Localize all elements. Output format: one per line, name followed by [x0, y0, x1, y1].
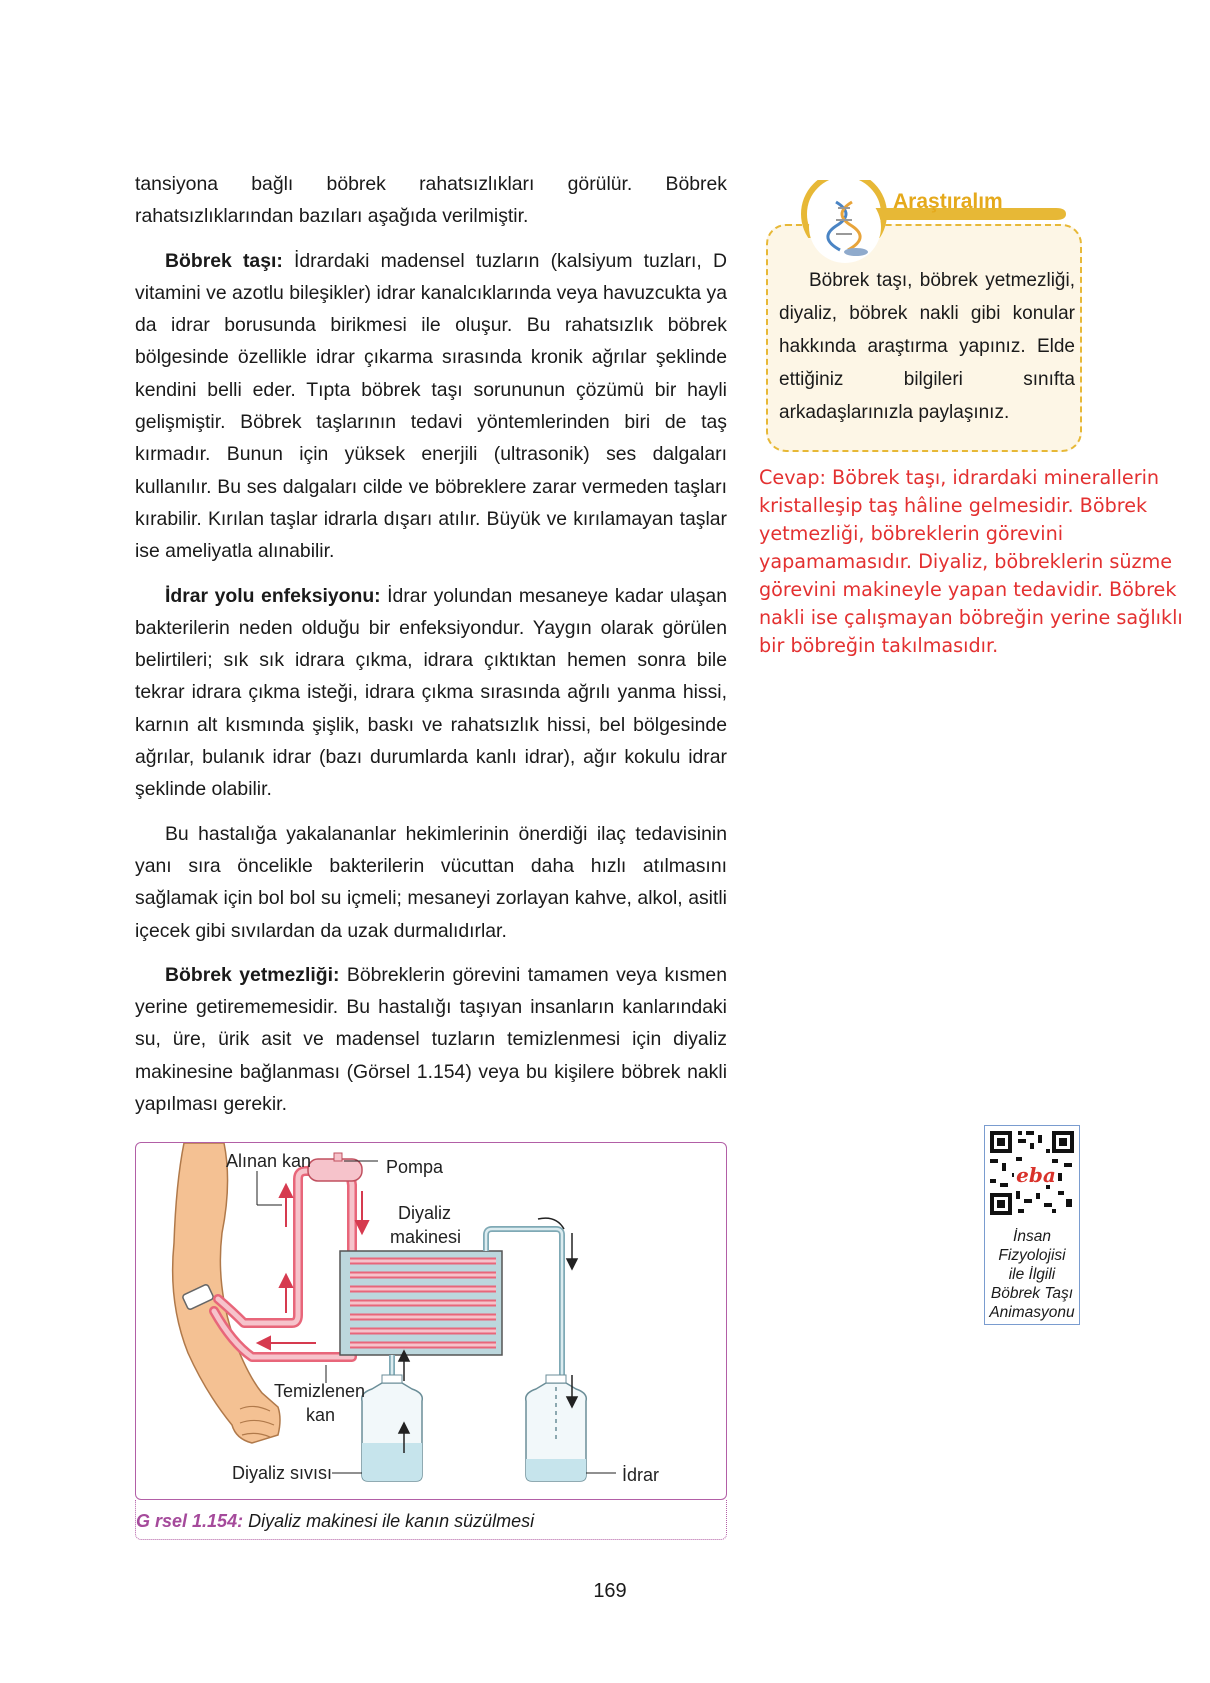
- qr-caption: İnsan Fizyolojisi ile İlgili Böbrek Taşı Animasyonu: [989, 1228, 1075, 1321]
- eba-badge: eba: [1016, 1163, 1056, 1187]
- figure-caption: [136, 1511, 534, 1532]
- label-machine-line2: makinesi: [390, 1227, 462, 1247]
- research-title: Araştıralım: [893, 190, 1003, 213]
- label-urine: İdrar: [622, 1465, 660, 1485]
- uti-text: İdrar yolundan mesaneye kadar ulaşan bakterilerin neden olduğu bir enfeksiyondur. Yaygın olarak görülen belirtileri; sık sık idrara çıkma, idrara çıktıktan hemen sonra bile tekrar idrara çıkma isteği, idrara çıkma sırasında ağrılı yanma hissi, karnın alt kısmında şişlik, baskı ve rahatsızlık hissi, bel bölgesinde ağrılar, bulanık idrar (bazı durumlarda kanlı idrar), ağır kokulu idrar şeklinde olabilir.: [135, 584, 727, 801]
- uti-title: İdrar yolu enfeksiyonu:: [165, 584, 381, 607]
- uti-paragraph: [135, 580, 727, 806]
- research-text: Böbrek taşı, böbrek yetmezliği, diyaliz, böbrek nakli gibi konular hakkında araştırma yapınız. Elde ettiğiniz bilgileri sınıfta arkadaşlarınızla paylaşınız.: [779, 270, 1075, 423]
- intro-paragraph: [135, 168, 727, 233]
- kidney-failure-text: Böbreklerin görevini tamamen veya kısmen yerine getirememesidir. Bu hastalığı taşıyan insanların kanlarındaki su, üre, ürik asit ve madensel tuzların temizlenmesi için diyaliz makinesine bağlanması (Görsel 1.154) veya bu kişilere böbrek nakli yapılması gerekir.: [135, 963, 727, 1116]
- pump-drawing: [308, 1159, 362, 1181]
- dna-icon: [806, 188, 884, 266]
- kidney-stone-title: Böbrek taşı:: [165, 249, 283, 272]
- label-machine-line1: Diyaliz: [398, 1203, 452, 1223]
- page-number: 169: [593, 1580, 627, 1602]
- kidney-failure-title: Böbrek yetmezliği:: [165, 963, 340, 986]
- label-cleaned-line2: kan: [306, 1405, 336, 1425]
- label-dialysis-fluid: Diyaliz sıvısı: [232, 1463, 333, 1483]
- dialysis-diagram: [136, 1143, 728, 1501]
- dialysis-figure: [135, 1142, 727, 1500]
- intro-text: tansiyona bağlı böbrek rahatsızlıkları görülür. Böbrek rahatsızlıklarından bazıları aşağıda verilmiştir.: [135, 173, 727, 228]
- answer-text: Cevap: Böbrek taşı, idrardaki minerallerin kristalleşip taş hâline gelmesidir. Böbrek yetmezliği, böbreklerin görevini yapamamasıdır. Diyaliz, böbreklerin süzme görevini makineyle yapan tedavidir. Böbrek nakli ise çalışmayan böbreğin yerine sağlıklı bir böbreğin takılmasıdır.: [759, 466, 1183, 657]
- figure-number: G rsel 1.154:: [136, 1511, 244, 1531]
- label-cleaned-line1: Temizlenen: [274, 1381, 366, 1401]
- label-blood-taken: Alınan kan: [226, 1151, 312, 1171]
- kidney-stone-paragraph: [135, 245, 727, 568]
- figure-caption-text: Diyaliz makinesi ile kanın süzülmesi: [243, 1511, 535, 1531]
- uti-treatment-text: Bu hastalığa yakalananlar hekimlerinin önerdiği ilaç tedavisinin yanı sıra öncelikle bakterilerin vücuttan daha hızlı atılmasını sağlamak için bol bol su içmeli; mesaneyi zorlayan kahve, alkol, asitli içecek gibi sıvılardan da uzak durmalıdırlar.: [135, 822, 727, 942]
- blood-tubes: [214, 1171, 352, 1357]
- main-text-column: [135, 168, 727, 1132]
- uti-treatment-paragraph: [135, 818, 727, 947]
- kidney-failure-paragraph: [135, 959, 727, 1120]
- kidney-stone-text: İdrardaki madensel tuzların (kalsiyum tuzları, D vitamini ve azotlu bileşikler) idrar kanalcıklarında veya havuzcukta ya da idrar borusunda birikmesi ile oluşur. Bu rahatsızlık böbrek bölgesinde özellikle idrar çıkarma sırasında kronik ağrılar şeklinde kendini belli eder. Tıpta böbrek taşı sorununun çözümü bir hayli gelişmiştir. Böbrek taşlarının tedavi yöntemlerinden biri de taş kırmadır. Bunun için yüksek enerjili (ultrasonik) ses dalgaları kullanılır. Bu ses dalgaları cilde ve böbreklere zarar vermeden taşları kırabilir. Kırılan taşlar idrarla dışarı atılır. Büyük ve kırılamayan taşlar ise ameliyatla alınabilir.: [135, 249, 727, 563]
- label-pump: Pompa: [386, 1157, 444, 1177]
